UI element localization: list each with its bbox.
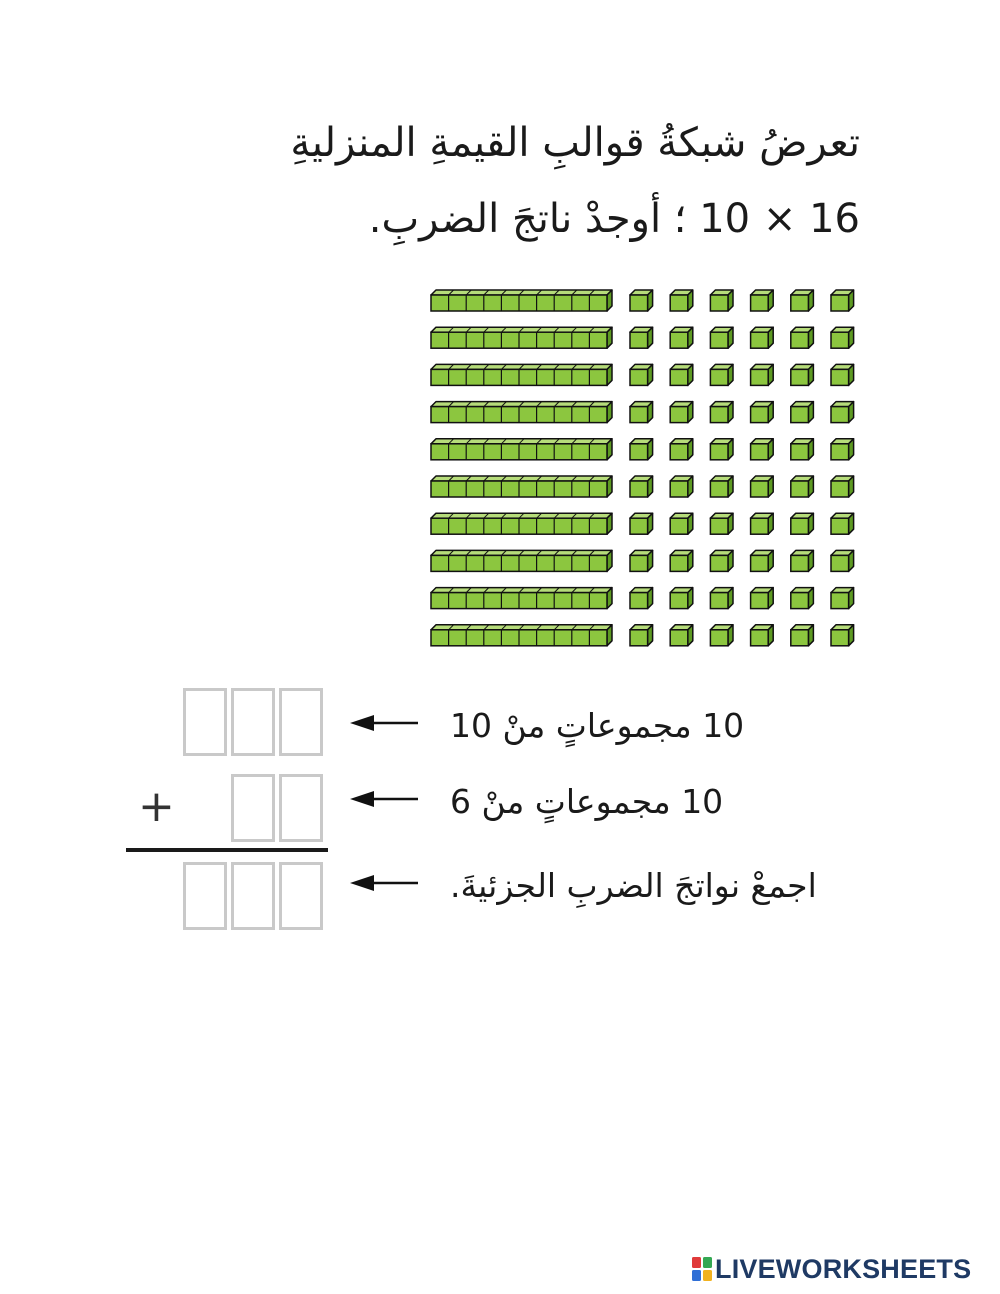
unit-cube <box>670 550 693 571</box>
unit-cube <box>831 290 854 311</box>
unit-cube <box>670 364 693 385</box>
unit-cube <box>751 402 774 423</box>
unit-cube <box>630 550 653 571</box>
step-label-tens: 10 مجموعاتٍ منْ 10 <box>450 706 745 745</box>
unit-cube <box>791 364 814 385</box>
unit-cube <box>831 625 854 646</box>
unit-cube <box>710 439 733 460</box>
answer-box-row1-hundreds[interactable] <box>183 688 227 756</box>
answer-box-sum-hundreds[interactable] <box>183 862 227 930</box>
unit-cube <box>630 402 653 423</box>
unit-cube <box>710 625 733 646</box>
unit-cube <box>831 588 854 609</box>
unit-cube <box>831 402 854 423</box>
unit-cube <box>791 402 814 423</box>
step-label-units: 10 مجموعاتٍ منْ 6 <box>450 782 724 821</box>
unit-cube <box>791 476 814 497</box>
unit-cube <box>751 327 774 348</box>
unit-cube <box>710 513 733 534</box>
ten-rod <box>431 327 612 348</box>
unit-cube <box>710 550 733 571</box>
liveworksheets-mark-icon <box>692 1257 712 1281</box>
unit-cube <box>630 327 653 348</box>
liveworksheets-wordmark: LIVEWORKSHEETS <box>715 1253 972 1284</box>
base-ten-blocks-model <box>428 288 858 650</box>
unit-cube <box>670 402 693 423</box>
block-row <box>431 290 854 311</box>
block-row <box>431 327 854 348</box>
unit-cube <box>630 439 653 460</box>
unit-cube <box>751 588 774 609</box>
unit-cube <box>751 513 774 534</box>
ten-rod <box>431 588 612 609</box>
block-row <box>431 476 854 497</box>
unit-cube <box>751 290 774 311</box>
unit-cube <box>751 439 774 460</box>
unit-cube <box>710 402 733 423</box>
answer-box-row2-ones[interactable] <box>279 774 323 842</box>
unit-cube <box>630 513 653 534</box>
unit-cube <box>670 513 693 534</box>
arrow-left-icon <box>348 868 420 898</box>
unit-cube <box>751 364 774 385</box>
ten-rod <box>431 476 612 497</box>
ten-rod <box>431 513 612 534</box>
unit-cube <box>630 364 653 385</box>
unit-cube <box>670 476 693 497</box>
block-row <box>431 625 854 646</box>
unit-cube <box>791 625 814 646</box>
answer-box-row2-tens[interactable] <box>231 774 275 842</box>
answer-box-row1-ones[interactable] <box>279 688 323 756</box>
unit-cube <box>630 588 653 609</box>
unit-cube <box>831 550 854 571</box>
unit-cube <box>710 290 733 311</box>
plus-sign: + <box>138 781 175 832</box>
unit-cube <box>630 625 653 646</box>
ten-rod <box>431 439 612 460</box>
block-row <box>431 550 854 571</box>
unit-cube <box>630 476 653 497</box>
unit-cube <box>831 513 854 534</box>
block-row <box>431 588 854 609</box>
step-label-sum: اجمعْ نواتجَ الضربِ الجزئيةَ. <box>450 866 817 905</box>
ten-rod <box>431 402 612 423</box>
question-line-2: 16 × 10 ؛ أوجدْ ناتجَ الضربِ. <box>368 196 860 242</box>
answer-box-row1-tens[interactable] <box>231 688 275 756</box>
ten-rod <box>431 550 612 571</box>
answer-box-sum-ones[interactable] <box>279 862 323 930</box>
ten-rod <box>431 290 612 311</box>
unit-cube <box>670 439 693 460</box>
unit-cube <box>791 588 814 609</box>
unit-cube <box>630 290 653 311</box>
sum-line <box>126 848 328 852</box>
liveworksheets-logo <box>692 1254 971 1284</box>
unit-cube <box>791 290 814 311</box>
unit-cube <box>670 327 693 348</box>
unit-cube <box>751 625 774 646</box>
ten-rod <box>431 364 612 385</box>
question-line-1: تعرضُ شبكةُ قوالبِ القيمةِ المنزليةِ <box>290 120 860 166</box>
unit-cube <box>670 625 693 646</box>
block-row <box>431 513 854 534</box>
unit-cube <box>831 364 854 385</box>
ten-rod <box>431 625 612 646</box>
unit-cube <box>791 327 814 348</box>
block-row <box>431 364 854 385</box>
unit-cube <box>791 439 814 460</box>
unit-cube <box>831 327 854 348</box>
unit-cube <box>710 327 733 348</box>
unit-cube <box>751 550 774 571</box>
unit-cube <box>670 588 693 609</box>
block-row <box>431 439 854 460</box>
unit-cube <box>710 364 733 385</box>
arrow-left-icon <box>348 784 420 814</box>
arrow-left-icon <box>348 708 420 738</box>
unit-cube <box>751 476 774 497</box>
unit-cube <box>791 513 814 534</box>
unit-cube <box>710 588 733 609</box>
unit-cube <box>670 290 693 311</box>
unit-cube <box>710 476 733 497</box>
unit-cube <box>831 439 854 460</box>
unit-cube <box>791 550 814 571</box>
unit-cube <box>831 476 854 497</box>
block-row <box>431 402 854 423</box>
answer-box-sum-tens[interactable] <box>231 862 275 930</box>
